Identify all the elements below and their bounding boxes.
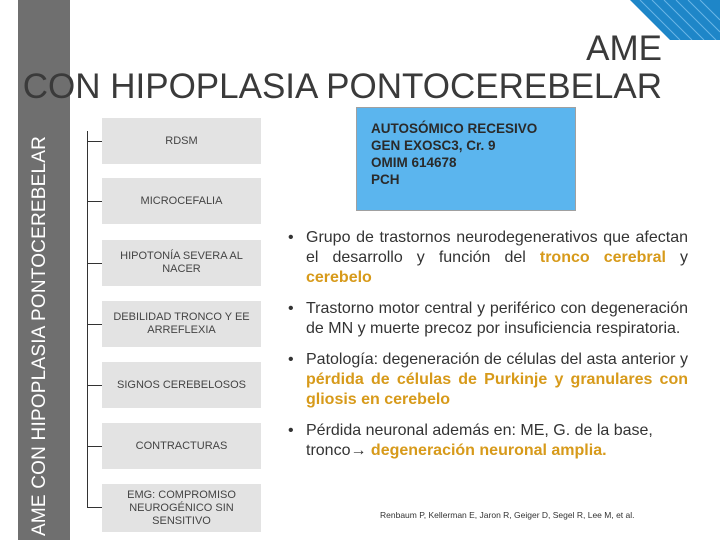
bullet-highlight: pérdida de células de Purkinje y granulares con gliosis en cerebelo (306, 371, 688, 408)
bullet-text: Patología: degeneración de células del asta anterior y (306, 351, 688, 368)
slide-title (23, 30, 662, 106)
bullet-highlight: cerebelo (306, 269, 372, 286)
tree-node-contracturas: CONTRACTURAS (102, 423, 261, 469)
tree-trunk (87, 131, 88, 508)
title-line-1: AME (586, 29, 662, 68)
tree-branch (87, 201, 102, 202)
tree-branch (87, 324, 102, 325)
tree-node-microcefalia: MICROCEFALIA (102, 178, 261, 224)
tree-branch (87, 263, 102, 264)
bullet-highlight: tronco cerebral (539, 249, 666, 266)
tree-branch (87, 507, 102, 508)
info-line: AUTOSÓMICO RECESIVO (371, 121, 538, 136)
tree-branch (87, 141, 102, 142)
tree-node-emg: EMG: COMPROMISO NEUROGÉNICO SIN SENSITIVO (102, 484, 261, 532)
side-title: AME CON HIPOPLASIA PONTOCEREBELAR (29, 135, 50, 536)
arrow-icon: → (350, 442, 367, 459)
bullet-text: Trastorno motor central y periférico con degeneración de MN y muerte precoz por insuficiencia respiratoria. (306, 300, 688, 337)
bullet-item (286, 228, 688, 288)
tree-branch (87, 446, 102, 447)
bullet-item (286, 421, 688, 461)
bullet-text: y (665, 249, 689, 266)
tree-node-debilidad: DEBILIDAD TRONCO Y EE ARREFLEXIA (102, 301, 261, 347)
tree-node-hipotonia: HIPOTONÍA SEVERA AL NACER (102, 240, 261, 286)
info-line: PCH (371, 172, 400, 187)
reference-citation: Renbaum P, Kellerman E, Jaron R, Geiger D, Segel R, Lee M, et al. (380, 510, 635, 520)
tree-node-rdsm: RDSM (102, 118, 261, 164)
tree-branch (87, 385, 102, 386)
tree-node-signos-cerebelosos: SIGNOS CEREBELOSOS (102, 362, 261, 408)
bullet-highlight: degeneración neuronal amplia. (370, 442, 607, 459)
info-line: GEN EXOSC3, Cr. 9 (371, 138, 496, 153)
title-line-2: CON HIPOPLASIA PONTOCEREBELAR (22, 67, 662, 106)
bullet-item (286, 299, 688, 339)
bullet-list (286, 228, 688, 472)
genetics-info-box (356, 107, 576, 211)
bullet-text: Grupo de trastornos neurodegenerativos que afectan el desarrollo y función del (306, 229, 688, 266)
info-line: OMIM 614678 (371, 155, 457, 170)
bullet-text: Pérdida neuronal además en: ME, G. de la base, tronco (306, 422, 653, 459)
bullet-item (286, 350, 688, 410)
